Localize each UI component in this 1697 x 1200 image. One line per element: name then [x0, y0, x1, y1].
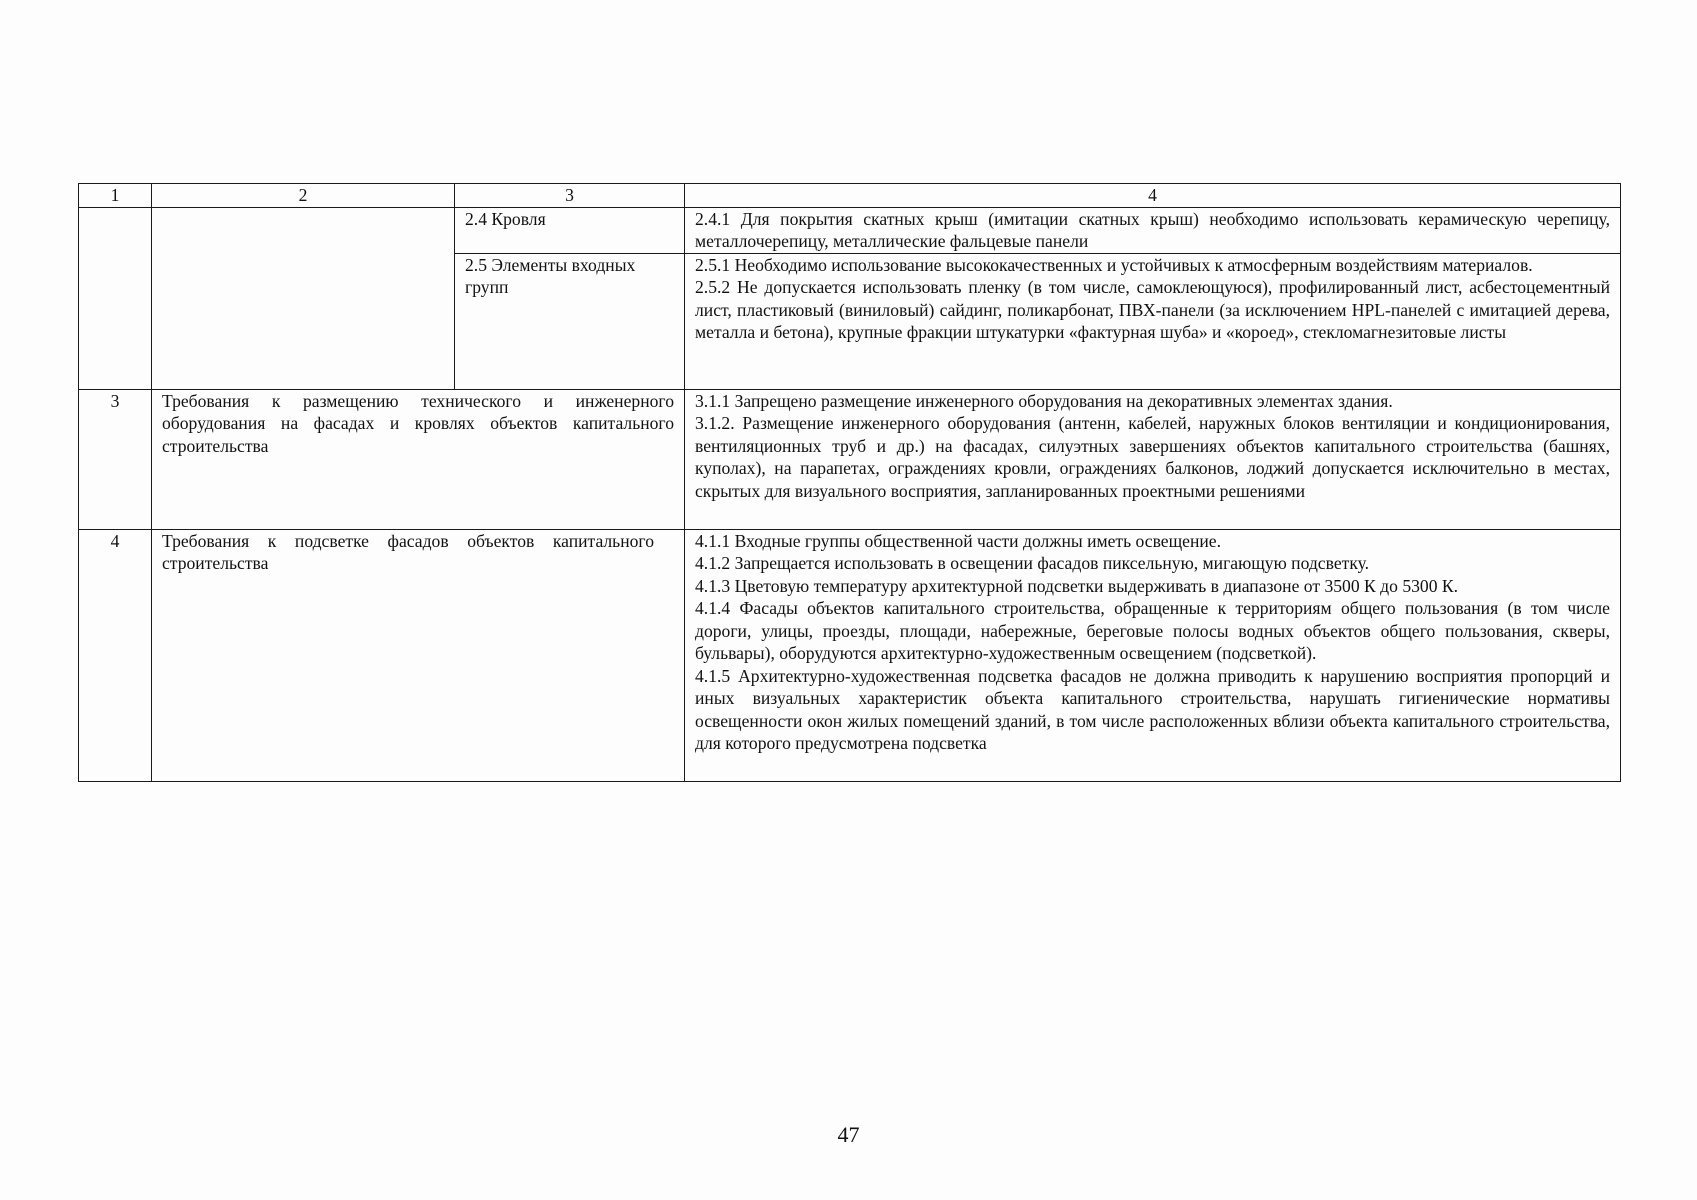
requirement-text: 4.1.5 Архитектурно-художественная подсветка фасадов не должна приводить к нарушению восприятия пропорций и иных визуальных характеристик объекта капитального строительства, нарушать гигиенические нормативы освещенности окон жилых помещений зданий, в том числе расположенных вблизи объекта капитального строительства, для которого предусмотрена подсветка — [695, 665, 1610, 753]
subsection-cell-entrance — [455, 253, 685, 389]
table-row-2-4 — [79, 207, 1621, 253]
table-row-4 — [79, 529, 1621, 781]
table-header-row — [79, 184, 1621, 208]
page-number: 47 — [837, 1122, 860, 1147]
requirement-text: 4.1.3 Цветовую температуру архитектурной подсветки выдерживать в диапазоне от 3500 К до 5300 К. — [695, 575, 1459, 596]
requirements-table — [78, 183, 1621, 782]
requirement-text: 4.1.4 Фасады объектов капитального строительства, обращенные к территориям общего пользования (в том числе дороги, улицы, проезды, площади, набережные, береговые полосы водных объектов общего пользования, скверы, бульвары), оборудуются архитектурно-художественным освещением (подсветкой). — [695, 598, 1610, 663]
subsection-cell-roof — [455, 207, 685, 253]
requirement-text: 3.1.1 Запрещено размещение инженерного оборудования на декоративных элементах здания. — [695, 390, 1393, 411]
number-cell-empty — [79, 207, 152, 389]
requirements-cell — [685, 389, 1621, 529]
section-cell-empty — [152, 207, 455, 389]
requirements-cell-roof — [685, 207, 1621, 253]
header-cell-1: 1 — [79, 184, 152, 208]
requirements-cell — [685, 529, 1621, 781]
section-title: Требования к подсветке фасадов объектов капитального строительства — [162, 530, 654, 573]
requirement-text: 2.4.1 Для покрытия скатных крыш (имитации скатных крыш) необходимо использовать керамическую черепицу, металлочерепицу, металлические фальцевые панели — [695, 208, 1610, 251]
section-title-cell — [152, 389, 685, 529]
requirement-text: 4.1.1 Входные группы общественной части должны иметь освещение. — [695, 530, 1221, 551]
requirement-text: 4.1.2 Запрещается использовать в освещении фасадов пиксельную, мигающую подсветку. — [695, 553, 1370, 573]
requirements-cell-entrance — [685, 253, 1621, 389]
header-cell-2: 2 — [152, 184, 455, 208]
number-cell: 4 — [79, 529, 152, 781]
section-title-cell — [152, 529, 685, 781]
requirement-text: 2.5.1 Необходимо использование высококачественных и устойчивых к атмосферным воздействиям материалов. — [695, 254, 1533, 275]
requirement-text: 2.5.2 Не допускается использовать пленку (в том числе, самоклеющуюся), профилированный лист, асбестоцементный лист, пластиковый (виниловый) сайдинг, поликарбонат, ПВХ-панели (за исключением HPL-панелей с имитацией дерева, металла и бетона), крупные фракции штукатурки «фактурная шуба» и «короед», стекломагнезитовые листы — [695, 277, 1610, 342]
section-title: Требования к размещению технического и инженерного оборудования на фасадах и кровлях объектов капитального строительства — [162, 390, 674, 456]
number-cell: 3 — [79, 389, 152, 529]
requirement-text: 3.1.2. Размещение инженерного оборудования (антенн, кабелей, наружных блоков вентиляции и кондиционирования, вентиляционных труб и др.) на фасадах, силуэтных завершениях объектов капитального строительства (башнях, куполах), на парапетах, ограждениях кровли, ограждениях балконов, лоджий допускается исключительно в местах, скрытых для визуального восприятия, запланированных проектными решениями — [695, 413, 1610, 501]
subsection-title: 2.4 Кровля — [465, 208, 546, 229]
header-cell-4: 4 — [685, 184, 1621, 208]
table-row-3 — [79, 389, 1621, 529]
subsection-title: 2.5 Элементы входных групп — [465, 254, 636, 297]
header-cell-3: 3 — [455, 184, 685, 208]
